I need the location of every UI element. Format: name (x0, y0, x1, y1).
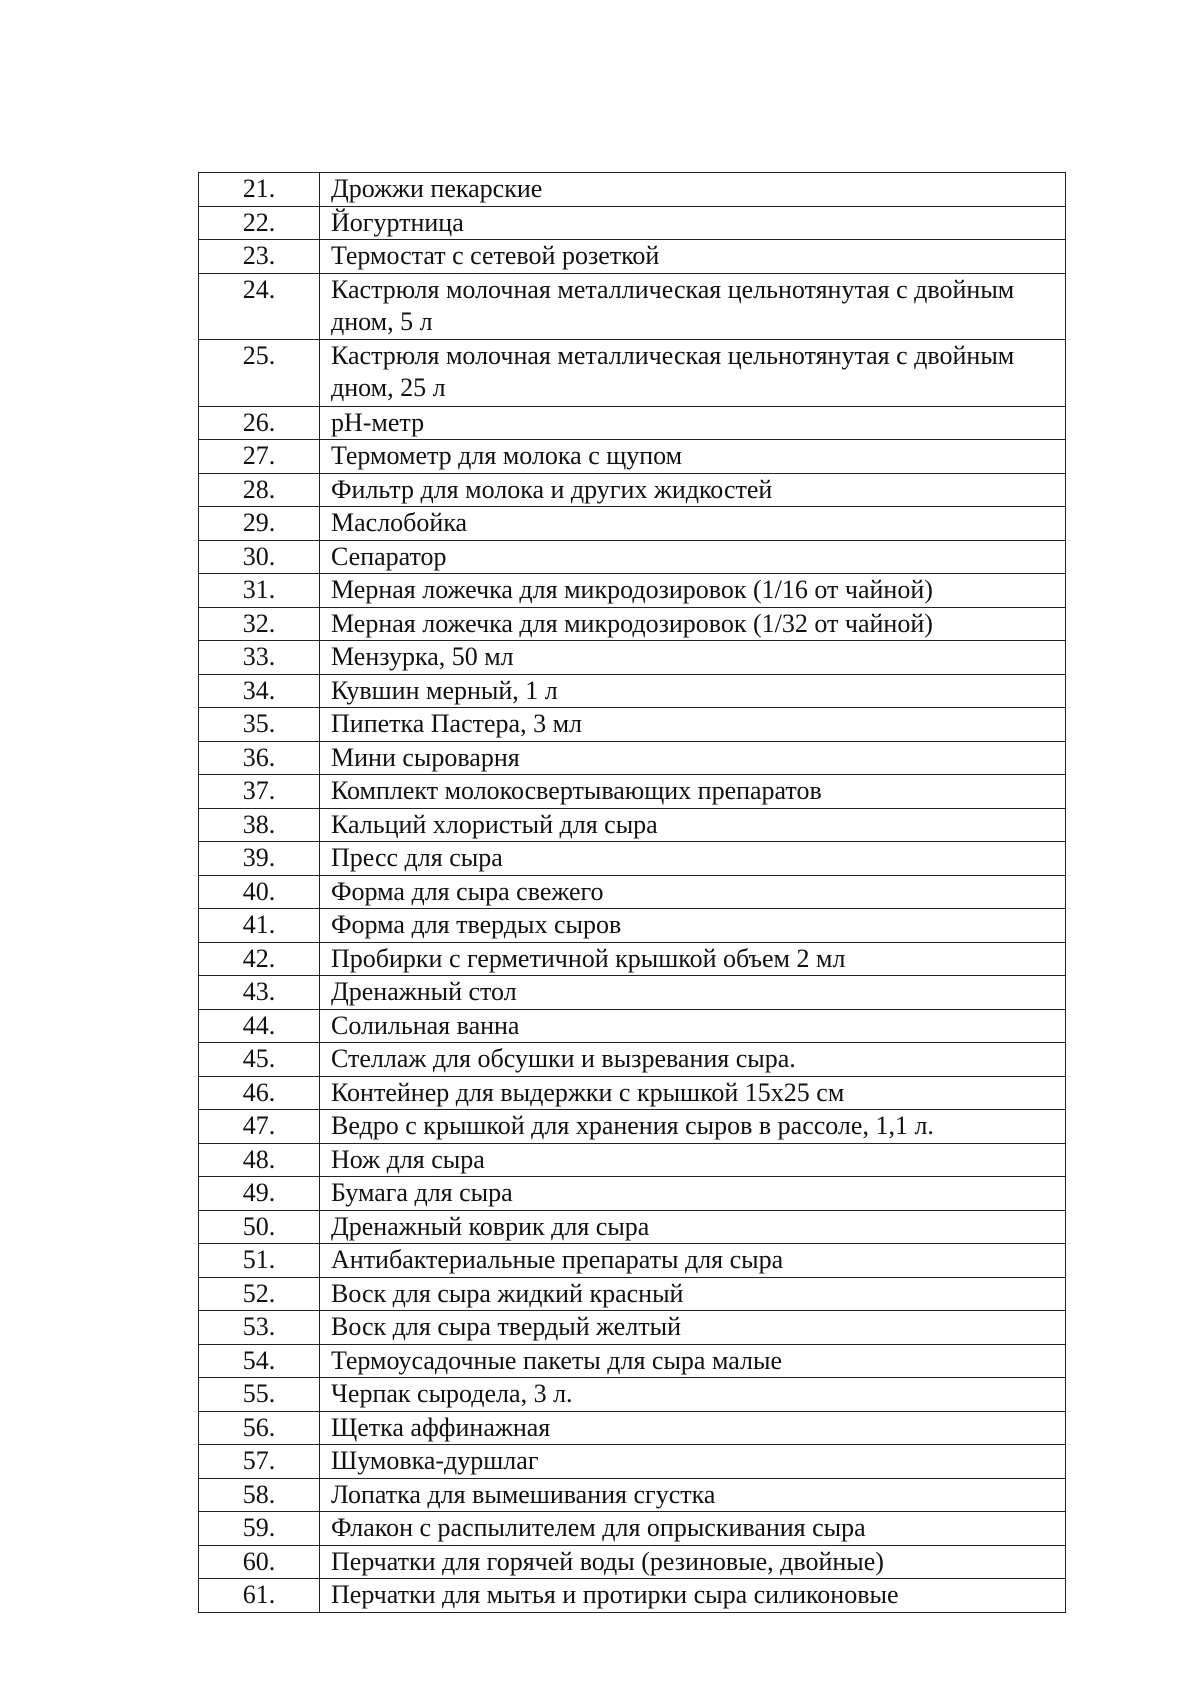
row-number: 41. (199, 909, 320, 943)
row-number: 37. (199, 775, 320, 809)
table-row (199, 1545, 1066, 1579)
row-item-name: Кувшин мерный, 1 л (320, 674, 1066, 708)
row-item-name: Щетка аффинажная (320, 1411, 1066, 1445)
row-item-name: Кастрюля молочная металлическая цельнотянутая с двойным дном, 5 л (320, 273, 1066, 340)
row-number: 35. (199, 708, 320, 742)
table-row (199, 808, 1066, 842)
row-number: 27. (199, 440, 320, 474)
row-item-name: Термостат с сетевой розеткой (320, 240, 1066, 274)
row-item-name: Мерная ложечка для микродозировок (1/16 от чайной) (320, 574, 1066, 608)
row-item-name: Солильная ванна (320, 1009, 1066, 1043)
row-item-name: Термоусадочные пакеты для сыра малые (320, 1344, 1066, 1378)
row-number: 34. (199, 674, 320, 708)
row-number: 51. (199, 1244, 320, 1278)
row-item-name: Ведро с крышкой для хранения сыров в рассоле, 1,1 л. (320, 1110, 1066, 1144)
row-number: 38. (199, 808, 320, 842)
row-item-name: Антибактериальные препараты для сыра (320, 1244, 1066, 1278)
table-row (199, 273, 1066, 340)
row-number: 33. (199, 641, 320, 675)
row-item-name: Флакон с распылителем для опрыскивания сыра (320, 1512, 1066, 1546)
row-number: 59. (199, 1512, 320, 1546)
table-row (199, 1277, 1066, 1311)
row-number: 43. (199, 976, 320, 1010)
table-row (199, 1076, 1066, 1110)
row-number: 28. (199, 473, 320, 507)
row-item-name: Воск для сыра жидкий красный (320, 1277, 1066, 1311)
row-item-name: Воск для сыра твердый желтый (320, 1311, 1066, 1345)
table-row (199, 206, 1066, 240)
row-number: 45. (199, 1043, 320, 1077)
table-row (199, 708, 1066, 742)
row-item-name: Кальций хлористый для сыра (320, 808, 1066, 842)
row-number: 36. (199, 741, 320, 775)
row-number: 56. (199, 1411, 320, 1445)
table-row (199, 775, 1066, 809)
table-row (199, 1311, 1066, 1345)
row-number: 53. (199, 1311, 320, 1345)
table-row (199, 1378, 1066, 1412)
row-number: 50. (199, 1210, 320, 1244)
row-item-name: Термометр для молока с щупом (320, 440, 1066, 474)
table-row (199, 607, 1066, 641)
row-item-name: Дрожжи пекарские (320, 173, 1066, 207)
row-item-name: Пресс для сыра (320, 842, 1066, 876)
row-number: 44. (199, 1009, 320, 1043)
row-item-name: Маслобойка (320, 507, 1066, 541)
row-item-name: Лопатка для вымешивания сгустка (320, 1478, 1066, 1512)
table-row (199, 842, 1066, 876)
row-number: 58. (199, 1478, 320, 1512)
table-row (199, 1210, 1066, 1244)
table-row (199, 1143, 1066, 1177)
table-row (199, 574, 1066, 608)
table-row (199, 1043, 1066, 1077)
row-number: 21. (199, 173, 320, 207)
row-number: 47. (199, 1110, 320, 1144)
table-row (199, 909, 1066, 943)
row-number: 24. (199, 273, 320, 340)
table-row (199, 1344, 1066, 1378)
row-number: 60. (199, 1545, 320, 1579)
table-row (199, 1445, 1066, 1479)
row-item-name: Сепаратор (320, 540, 1066, 574)
row-item-name: Форма для твердых сыров (320, 909, 1066, 943)
row-item-name: Контейнер для выдержки с крышкой 15х25 см (320, 1076, 1066, 1110)
table-row (199, 440, 1066, 474)
row-number: 39. (199, 842, 320, 876)
table-row (199, 240, 1066, 274)
table-row (199, 875, 1066, 909)
row-number: 31. (199, 574, 320, 608)
row-item-name: Дренажный стол (320, 976, 1066, 1010)
table-row (199, 1009, 1066, 1043)
row-number: 48. (199, 1143, 320, 1177)
table-row (199, 1579, 1066, 1613)
row-item-name: Нож для сыра (320, 1143, 1066, 1177)
row-item-name: Стеллаж для обсушки и вызревания сыра. (320, 1043, 1066, 1077)
row-item-name: Перчатки для мытья и протирки сыра силиконовые (320, 1579, 1066, 1613)
row-number: 40. (199, 875, 320, 909)
row-item-name: Пробирки с герметичной крышкой объем 2 мл (320, 942, 1066, 976)
row-item-name: Черпак сыродела, 3 л. (320, 1378, 1066, 1412)
table-row (199, 1478, 1066, 1512)
table-row (199, 942, 1066, 976)
row-item-name: Бумага для сыра (320, 1177, 1066, 1211)
table-row (199, 674, 1066, 708)
table-row (199, 473, 1066, 507)
row-item-name: Шумовка-дуршлаг (320, 1445, 1066, 1479)
table-row (199, 173, 1066, 207)
row-item-name: Форма для сыра свежего (320, 875, 1066, 909)
row-number: 23. (199, 240, 320, 274)
row-number: 42. (199, 942, 320, 976)
row-number: 57. (199, 1445, 320, 1479)
row-number: 32. (199, 607, 320, 641)
row-number: 61. (199, 1579, 320, 1613)
row-item-name: Фильтр для молока и других жидкостей (320, 473, 1066, 507)
row-number: 55. (199, 1378, 320, 1412)
row-number: 54. (199, 1344, 320, 1378)
table-row (199, 976, 1066, 1010)
row-item-name: Мерная ложечка для микродозировок (1/32 от чайной) (320, 607, 1066, 641)
table-row (199, 1177, 1066, 1211)
row-number: 26. (199, 406, 320, 440)
row-item-name: Йогуртница (320, 206, 1066, 240)
table-row (199, 1244, 1066, 1278)
row-number: 29. (199, 507, 320, 541)
row-number: 25. (199, 340, 320, 407)
table-row (199, 507, 1066, 541)
table-row (199, 1110, 1066, 1144)
row-item-name: pH-метр (320, 406, 1066, 440)
table-row (199, 540, 1066, 574)
table-row (199, 641, 1066, 675)
row-number: 52. (199, 1277, 320, 1311)
row-item-name: Мини сыроварня (320, 741, 1066, 775)
row-number: 46. (199, 1076, 320, 1110)
row-item-name: Дренажный коврик для сыра (320, 1210, 1066, 1244)
row-number: 49. (199, 1177, 320, 1211)
row-item-name: Пипетка Пастера, 3 мл (320, 708, 1066, 742)
table-row (199, 406, 1066, 440)
table-row (199, 340, 1066, 407)
row-item-name: Мензурка, 50 мл (320, 641, 1066, 675)
table-row (199, 741, 1066, 775)
row-number: 30. (199, 540, 320, 574)
row-item-name: Комплект молокосвертывающих препаратов (320, 775, 1066, 809)
items-table (198, 172, 1066, 1613)
row-number: 22. (199, 206, 320, 240)
table-row (199, 1512, 1066, 1546)
items-table-body (199, 173, 1066, 1613)
row-item-name: Кастрюля молочная металлическая цельнотянутая с двойным дном, 25 л (320, 340, 1066, 407)
row-item-name: Перчатки для горячей воды (резиновые, двойные) (320, 1545, 1066, 1579)
table-row (199, 1411, 1066, 1445)
